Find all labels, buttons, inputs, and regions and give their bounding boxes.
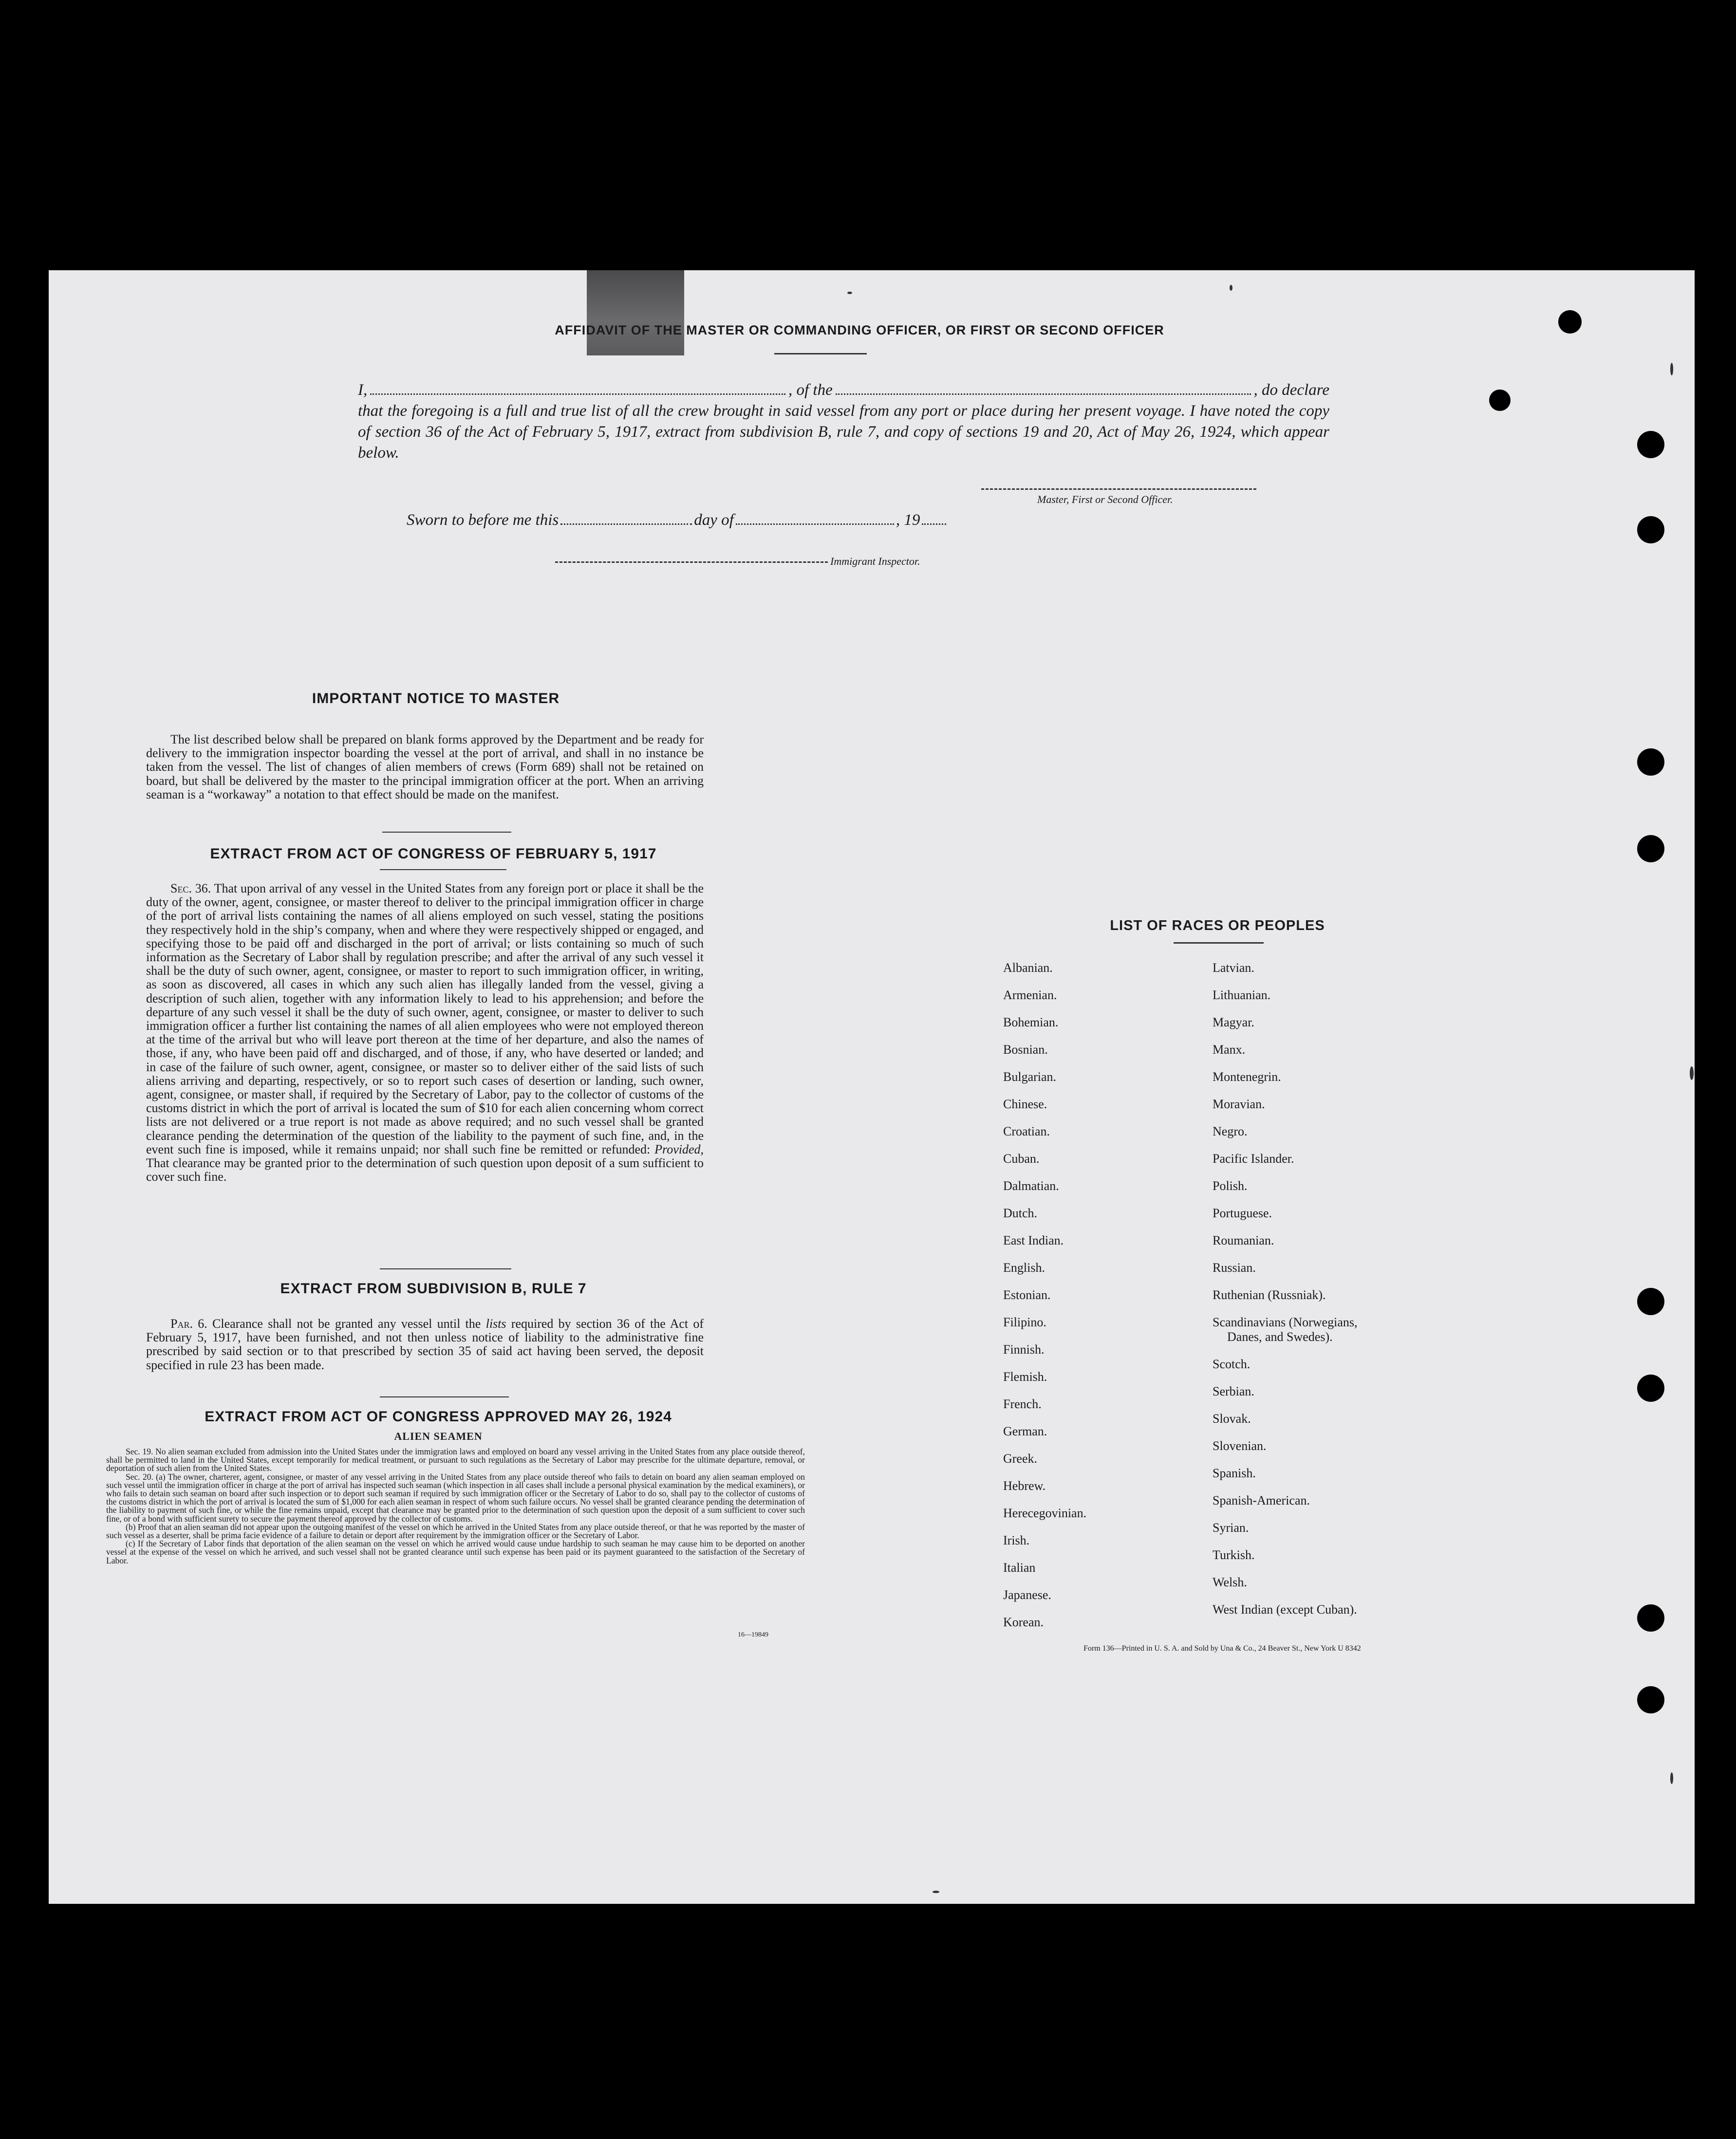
form-page (49, 270, 1695, 1904)
inspector-caption: Immigrant Inspector. (830, 555, 920, 567)
section-20c-paragraph: (c) If the Secretary of Labor finds that deportation of the alien seaman on the vessel on which he arrived would cause undue hardship to such seaman he may cause him to be deported on another vessel at the expense of the vessel on which he arrived, and such vessel shall not be granted clearance until such expense has been paid or its payment guaranteed to the satisfaction of the Secretary of Labor. (106, 1539, 805, 1565)
race-item: Filipino. (1003, 1315, 1046, 1329)
sworn-day-of: day of (694, 511, 734, 529)
par-6-text-a: Clearance shall not be granted any vessel until the (212, 1317, 481, 1331)
race-item: Flemish. (1003, 1370, 1047, 1384)
section-36-label: Sec. 36. (170, 881, 211, 895)
race-item: Slovenian. (1213, 1439, 1267, 1453)
races-rule (1174, 942, 1264, 944)
race-item: Cuban. (1003, 1152, 1040, 1166)
proviso-body: That clearance may be granted prior to the determination of such question upon deposit of a sum sufficient to cover such fine. (146, 1156, 704, 1184)
section-36-body: That upon arrival of any vessel in the United States from any foreign port or place it shall be the duty of the owner, agent, consignee, or master thereof to deliver to the principal immigration officer in charge of the port of arrival lists containing the names of all aliens employed on such vessel, stating the positions they respectively hold in the ship’s company, when and where they were respectively shipped or engaged, and specifying those to be paid off and discharged in the port of arrival; or lists containing so much of such information as the Secretary of Labor shall by regulation prescribe; and after the arrival of any such vessel it shall be the duty of such owner, agent, consignee, or master to report to such immigration officer, in writing, as soon as discovered, all cases in which any such alien has illegally landed from the vessel, giving a description of such alien, together with any information likely to lead to his apprehension; and before the departure of any such vessel it shall be the duty of such owner, agent, consignee, or master to deliver to such immigration officer a further list containing the names of all alien employees who were not employed thereon at the time of the arrival but who will leave port thereon at the time of her departure, and also the names of those, if any, who have been paid off and discharged, and of those, if any, who have deserted or landed; and in case of the failure of such owner, agent, consignee, or master so to deliver either of the said lists of such aliens arriving and departing, respectively, or so to report such cases of desertion or landing, such owner, agent, consignee, or master shall, if required by the Secretary of Labor, pay to the collector of customs of the customs district in which the port of arrival is located the sum of $10 for each alien concerning whom correct lists are not delivered or a true report is not made as above required; and no such vessel shall be granted clearance pending the determination of the question of the liability to the payment of such fine, and, in the event such fine is imposed, while it remains unpaid; nor shall such fine be remitted or refunded: (146, 881, 704, 1156)
proviso-label: Provided, (654, 1142, 704, 1156)
speck (1670, 363, 1673, 375)
sworn-day-blank (560, 514, 692, 525)
race-item: Pacific Islander. (1213, 1152, 1294, 1166)
punch-hole (1637, 835, 1664, 862)
speck (1670, 1772, 1673, 1784)
sworn-year-blank (922, 514, 946, 525)
race-item: Bohemian. (1003, 1015, 1059, 1029)
races-left-column (1003, 954, 1086, 1636)
alien-seamen-subtitle: ALIEN SEAMEN (394, 1430, 483, 1442)
title-rule (774, 353, 867, 354)
notice-paragraph: The list described below shall be prepared on blank forms approved by the Department and be ready for delivery to the immigration inspector boarding the vessel at the port of arrival, and shall in no instance be taken from the vessel. The list of changes of alien members of crews (Form 689) shall not be retained on board, but shall be delivered by the master to the principal immigration officer at the port. When an arriving seaman is a “workaway” a notation to that effect should be made on the manifest. (146, 732, 704, 801)
race-item: Chinese. (1003, 1097, 1047, 1111)
race-item: Turkish. (1213, 1548, 1255, 1562)
punch-hole (1637, 516, 1664, 543)
race-item: Spanish-American. (1213, 1493, 1310, 1507)
section-20b-paragraph: (b) Proof that an alien seaman did not appear upon the outgoing manifest of the vessel on which he arrived in the United States from any place outside thereof, or that he was reported by the master of such vessel as a deserter, shall be prima facie evidence of a failure to detain or deport after requirement by the immigration officer or the Secretary of Labor. (106, 1522, 805, 1541)
sworn-month-blank (736, 514, 894, 525)
extract-1917-text (146, 882, 704, 1184)
race-item: Greek. (1003, 1451, 1038, 1466)
punch-hole (1637, 431, 1664, 458)
race-item: Hebrew. (1003, 1479, 1046, 1493)
race-item: Montenegrin. (1213, 1070, 1281, 1084)
race-item: Korean. (1003, 1615, 1044, 1629)
sworn-line (407, 511, 948, 529)
extract-1924-rule (380, 1396, 509, 1397)
race-item: Bulgarian. (1003, 1070, 1057, 1084)
printer-imprint: Form 136—Printed in U. S. A. and Sold by Una & Co., 24 Beaver St., New York U 8342 (1083, 1644, 1361, 1653)
notice-text (146, 733, 704, 801)
punch-hole (1637, 1604, 1664, 1632)
speck (933, 1891, 939, 1893)
race-item: Herecegovinian. (1003, 1506, 1087, 1520)
race-item: West Indian (except Cuban). (1213, 1602, 1357, 1617)
notice-title: IMPORTANT NOTICE TO MASTER (312, 690, 560, 707)
race-item: Armenian. (1003, 988, 1057, 1002)
races-right-column (1213, 954, 1357, 1623)
par-6-paragraph (146, 1317, 704, 1372)
race-item: Spanish. (1213, 1466, 1256, 1480)
race-item: Polish. (1213, 1179, 1248, 1193)
inspector-line (555, 561, 828, 563)
race-item: Latvian. (1213, 961, 1254, 975)
extract-1917-title: EXTRACT FROM ACT OF CONGRESS OF FEBRUARY 5, 1917 (210, 846, 657, 862)
race-item: Scandinavians (Norwegians, (1213, 1315, 1358, 1329)
extract-1924-text (106, 1448, 805, 1565)
of-the-label: , of the (788, 381, 833, 399)
punch-hole (1558, 310, 1582, 334)
punch-hole (1637, 1288, 1664, 1315)
race-item: Albanian. (1003, 961, 1053, 975)
race-item: Danes, and Swedes). (1227, 1330, 1333, 1344)
punch-hole (1489, 390, 1511, 411)
declaration-body: that the foregoing is a full and true list of all the crew brought in said vessel from any port or place during her present voyage. I have noted the copy of section 36 of the Act of February 5, 1917, extract from subdivision B, rule 7, and copy of sections 19 and 20, Act of May 26, 1924, which appear below. (358, 402, 1329, 462)
race-item: French. (1003, 1397, 1042, 1411)
race-item: Moravian. (1213, 1097, 1265, 1111)
name-blank (370, 380, 785, 395)
affidavit-title: AFFIDAVIT OF THE MASTER OR COMMANDING OFFICER, OR FIRST OR SECOND OFFICER (555, 323, 1164, 337)
punch-hole (1637, 748, 1664, 776)
extract-1924-title: EXTRACT FROM ACT OF CONGRESS APPROVED MAY 26, 1924 (205, 1409, 672, 1425)
speck (1230, 285, 1232, 291)
race-item: German. (1003, 1424, 1047, 1438)
race-item: Portuguese. (1213, 1206, 1272, 1220)
signature-caption: Master, First or Second Officer. (1037, 493, 1173, 505)
par-6-text-b: required by section 36 of the Act of February 5, 1917, have been furnished, and not then unless notice of liability to the administrative fine prescribed by said section or to that prescribed by section 35 of said act having been served, the deposit specified in rule 23 has been made. (146, 1317, 704, 1372)
par-6-label: Par. 6. (170, 1317, 207, 1331)
race-item: Dalmatian. (1003, 1179, 1059, 1193)
races-title: LIST OF RACES OR PEOPLES (1110, 918, 1325, 933)
sworn-year: , 19 (896, 511, 920, 529)
tape-mark (587, 270, 684, 355)
race-item: English. (1003, 1261, 1045, 1275)
par-6-lists: lists (485, 1317, 506, 1331)
signature-line (981, 488, 1256, 490)
punch-hole (1637, 1375, 1664, 1402)
speck (847, 292, 852, 294)
race-item: Bosnian. (1003, 1042, 1048, 1057)
race-item: Japanese. (1003, 1588, 1051, 1602)
race-item: Syrian. (1213, 1521, 1249, 1535)
race-item: Irish. (1003, 1533, 1030, 1547)
sworn-prefix: Sworn to before me this (407, 511, 559, 529)
race-item: Serbian. (1213, 1384, 1254, 1398)
speck (1690, 1066, 1694, 1080)
race-item: Slovak. (1213, 1412, 1251, 1426)
rule7-top-rule (380, 1268, 511, 1269)
form-number: 16—19849 (738, 1631, 768, 1638)
race-item: Magyar. (1213, 1015, 1254, 1029)
race-item: Lithuanian. (1213, 988, 1271, 1002)
i-label: I, (358, 381, 368, 399)
vessel-blank (836, 380, 1251, 395)
race-item: Scotch. (1213, 1357, 1251, 1371)
race-item: Manx. (1213, 1042, 1246, 1057)
race-item: Ruthenian (Russniak). (1213, 1288, 1326, 1302)
race-item: East Indian. (1003, 1233, 1064, 1247)
race-item: Dutch. (1003, 1206, 1038, 1220)
rule7-text (146, 1317, 704, 1372)
race-item: Italian (1003, 1561, 1036, 1575)
race-item: Estonian. (1003, 1288, 1051, 1302)
affidavit-text (358, 380, 1329, 464)
section-36-paragraph (146, 882, 704, 1184)
declaration-line (358, 380, 1329, 401)
race-item: Russian. (1213, 1261, 1256, 1275)
extract-1917-rule (380, 869, 506, 870)
punch-hole (1637, 1686, 1664, 1713)
do-declare-label: , do declare (1253, 381, 1329, 399)
notice-rule (382, 832, 511, 833)
race-item: Negro. (1213, 1124, 1248, 1138)
section-20a-paragraph: Sec. 20. (a) The owner, charterer, agent, consignee, or master of any vessel arriving in the United States from any place outside thereof who fails to detain on board any alien seaman employed on such vessel until the immigration officer in charge at the port of arrival has inspected such seaman (which inspection in all cases shall include a personal physical examination by the medical examiners), or who fails to detain such seaman on board after such inspection or to deport such seaman if required by such immigration officer or the Secretary of Labor to do so, shall pay to the collector of customs of the customs district in which the port of arrival is located the sum of $1,000 for each alien seaman in respect of whom such failure occurs. No vessel shall be granted clearance pending the determination of the liability to payment of such fine, or while the fine remains unpaid, except that clearance may be granted prior to the determination of such question upon the deposit of a sum sufficient to cover such fine, or of a bond with sufficient surety to secure the payment thereof approved by the collector of customs. (106, 1471, 805, 1524)
race-item: Finnish. (1003, 1342, 1045, 1357)
race-item: Welsh. (1213, 1575, 1247, 1589)
race-item: Croatian. (1003, 1124, 1050, 1138)
section-19-paragraph: Sec. 19. No alien seaman excluded from admission into the United States under the immigration laws and employed on board any vessel arriving in the United States from any place outside thereof, shall be permitted to land in the United States, except temporarily for medical treatment, or pursuant to such regulations as the Secretary of Labor may prescribe for the ultimate departure, removal, or deportation of such alien from the United States. (106, 1447, 805, 1473)
rule7-title: EXTRACT FROM SUBDIVISION B, RULE 7 (280, 1281, 587, 1297)
race-item: Roumanian. (1213, 1233, 1274, 1247)
